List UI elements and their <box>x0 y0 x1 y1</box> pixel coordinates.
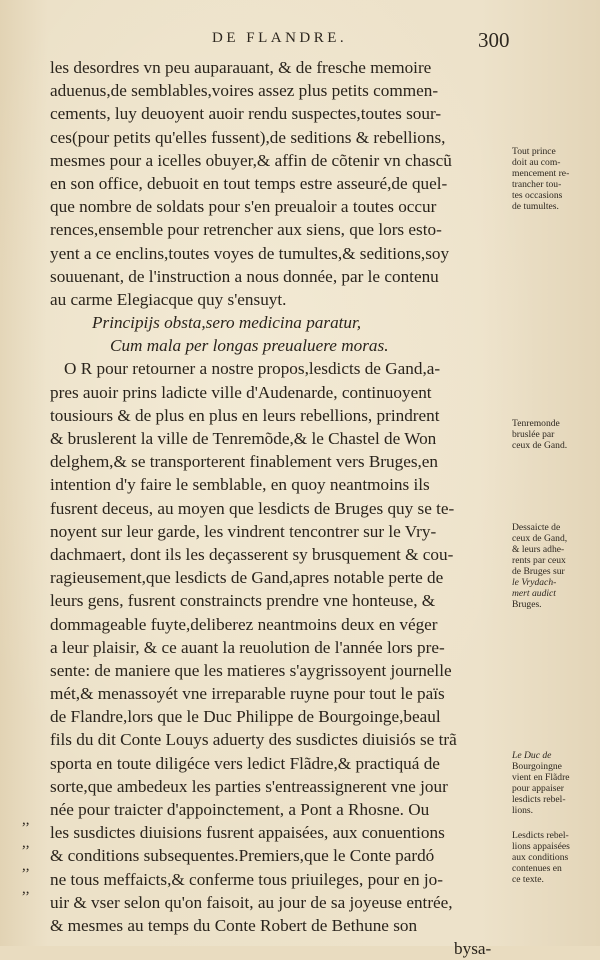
text-line: mesmes pour a icelles obuyer,& affin de cõtenir vn chascũ <box>50 150 452 170</box>
text-line: pres auoir prins ladicte ville d'Audenarde, continuoyent <box>50 382 432 402</box>
text-line: yent a ce enclins,toutes voyes de tumultes,& seditions,soy <box>50 243 450 263</box>
margin-note-line: Tenremonde <box>512 418 560 429</box>
margin-note-line: lions appaisées <box>512 841 570 852</box>
margin-note-line: trancher tou- <box>512 179 562 190</box>
text-line: rences,ensemble pour retrencher aux siens, que lors esto- <box>50 220 442 240</box>
margin-note-line: pour appaiser <box>512 783 564 794</box>
margin-note-line: ceux de Gand. <box>512 440 568 451</box>
text-line: sorte,que ambedeux les parties s'entreassignerent vne jour <box>50 776 448 796</box>
text-line: delghem,& se transporterent finablement vers Bruges,en <box>50 452 439 472</box>
margin-note-line: rents par ceux <box>512 555 566 566</box>
text-line: en son office, debuoit en tout temps estre asseuré,de quel- <box>50 173 448 193</box>
page-number: 300 <box>478 28 510 52</box>
margin-note-line: contenues en <box>512 863 562 874</box>
margin-note-line: Tout prince <box>512 146 556 157</box>
text-line: leurs gens, fusrent constraincts prendre vne honteuse, & <box>50 591 436 611</box>
margin-note-prince <box>512 146 600 212</box>
text-line: noyent sur leur garde, les vindrent tencontrer sur le Vry- <box>50 521 437 541</box>
text-line: & mesmes au temps du Conte Robert de Bethune son <box>50 915 418 935</box>
text-line: tousiours & de plus en plus en leurs rebellions, prindrent <box>50 405 440 425</box>
latin-verse-line: Cum mala per longas preualuere moras. <box>110 336 389 356</box>
quotation-mark: ,, <box>22 881 30 897</box>
text-line: sporta en toute diligéce vers ledict Flãdre,& practiquá de <box>50 753 440 773</box>
margin-note-line: & leurs adhe- <box>512 544 565 555</box>
margin-note-line: de Bruges sur <box>512 566 565 577</box>
margin-note-tenremonde <box>512 418 600 451</box>
margin-note-line: mert audict <box>512 588 556 599</box>
text-line: cements, luy deuoyent auoir rendu suspectes,toutes sour- <box>50 104 442 124</box>
text-line: ragieusement,que lesdicts de Gand,apres notable perte de <box>50 568 444 588</box>
text-line: née pour traicter d'appoinctement, a Pont a Rhosne. Ou <box>50 800 430 819</box>
margin-note-conditions <box>512 830 600 885</box>
margin-note-line: lesdicts rebel- <box>512 794 566 805</box>
text-line: aduenus,de semblables,voires assez plus petits commen- <box>50 81 439 101</box>
margin-note-line: lions. <box>512 805 534 816</box>
margin-note-defeat <box>512 522 600 610</box>
text-line: ces(pour petits qu'elles fussent),de seditions & rebellions, <box>50 127 446 147</box>
text-line: dommageable fuyte,deliberez neantmoins deux en véger <box>50 614 438 634</box>
text-line: fusrent deceus, au moyen que lesdicts de Bruges quy se te- <box>50 498 455 518</box>
text-line: intention d'y faire le semblable, en quoy neantmoins ils <box>50 475 430 495</box>
margin-note-line: de tumultes. <box>512 201 559 212</box>
latin-verse-line: Principijs obsta,sero medicina paratur, <box>92 313 362 333</box>
margin-note-line: Bourgoingne <box>512 761 562 772</box>
margin-note-duke <box>512 750 600 816</box>
margin-note-line: le Vrydach- <box>512 577 557 588</box>
quotation-mark: ,, <box>22 835 30 851</box>
body-text <box>50 56 510 960</box>
margin-note-line: aux conditions <box>512 852 569 863</box>
text-line: de Flandre,lors que le Duc Philippe de Bourgoinge,beaul <box>50 707 441 727</box>
margin-note-line: ceux de Gand, <box>512 533 568 544</box>
text-line: mét,& menassoyét vne irreparable ruyne pour tout le païs <box>50 684 445 704</box>
text-line: & bruslerent la ville de Tenremõde,& le Chastel de Won <box>50 429 437 448</box>
text-line: fils du dit Conte Louys aduerty des susdictes diuisiós se trã <box>50 730 457 750</box>
margin-note-line: ce texte. <box>512 874 544 885</box>
text-line: dachmaert, dont ils les deçasserent sy brusquement & cou- <box>50 544 454 564</box>
margin-note-line: tes occasions <box>512 190 563 201</box>
text-line: & conditions subsequentes.Premiers,que le Conte pardó <box>50 846 435 866</box>
text-line: les desordres vn peu auparauant, & de fresche memoire <box>50 58 432 77</box>
text-line: au carme Elegiacque quy s'ensuyt. <box>50 289 287 309</box>
text-line: sente: de maniere que les matieres s'aygrissoyent journelle <box>50 660 452 680</box>
running-head: DE FLANDRE. <box>212 30 348 46</box>
margin-note-line: Bruges. <box>512 599 542 610</box>
text-line: les susdictes diuisions fusrent appaisées, aux conuentions <box>50 823 445 843</box>
catchword: bysa- <box>454 939 492 959</box>
margin-note-line: vient en Flãdre <box>512 772 570 783</box>
quotation-mark: ,, <box>22 812 30 828</box>
page-header <box>0 28 600 52</box>
margin-note-line: mencement re- <box>512 168 570 179</box>
margin-note-line: doit au com- <box>512 157 561 168</box>
text-line: souuenant, de l'instruction a nous donnée, par le contenu <box>50 266 439 286</box>
quotation-mark: ,, <box>22 858 30 874</box>
text-line: a leur plaisir, & ce auant la reuolution de l'année lors pre- <box>50 637 445 657</box>
margin-note-line: bruslée par <box>512 429 555 440</box>
text-line: O R pour retourner a nostre propos,lesdicts de Gand,a- <box>64 359 441 379</box>
text-line: ne tous meffaicts,& conferme tous priuileges, pour en jo- <box>50 869 443 889</box>
margin-note-line: Le Duc de <box>512 750 552 761</box>
margin-note-line: Dessaicte de <box>512 522 561 533</box>
margin-note-line: Lesdicts rebel- <box>512 830 569 841</box>
text-line: que nombre de soldats pour s'en preualoir a toutes occur <box>50 197 437 217</box>
text-line: uir & vser selon qu'on faisoit, au jour de sa joyeuse entrée, <box>50 892 453 912</box>
